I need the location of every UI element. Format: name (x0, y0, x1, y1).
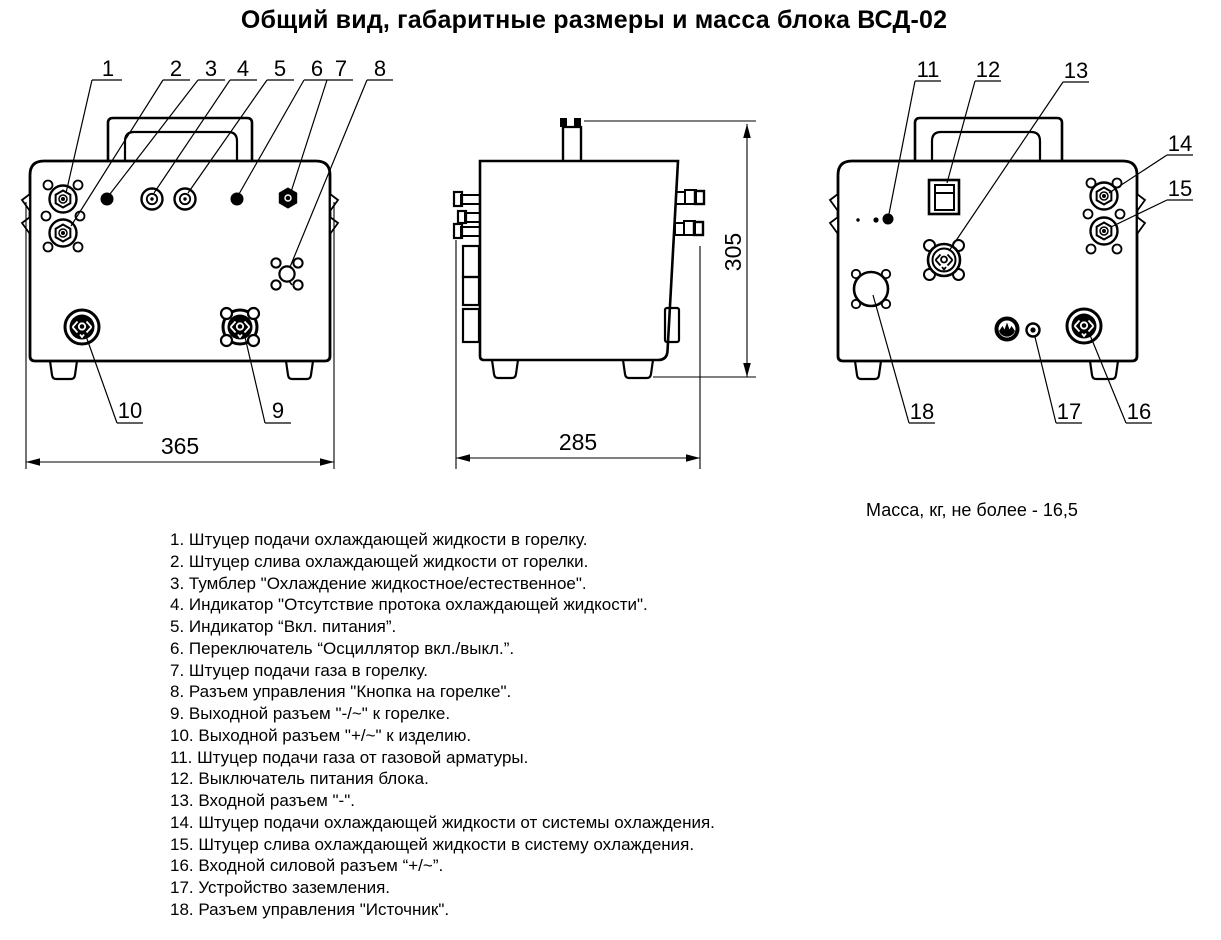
rear-foot-left (855, 361, 881, 379)
side-left-blocks (463, 246, 479, 342)
legend-item-16: 16. Входной силовой разъем “+/~”. (170, 856, 444, 876)
callout-10: 10 (117, 398, 143, 423)
dim-285-label: 285 (558, 429, 598, 455)
legend-item-2: 2. Штуцер слива охлаждающей жидкости от горелки. (170, 551, 589, 571)
callout-9: 9 (271, 398, 285, 423)
callout-4: 4 (236, 56, 250, 81)
mass-note: Масса, кг, не более - 16,5 (866, 500, 1078, 520)
side-view (454, 118, 704, 378)
side-foot-left (492, 360, 518, 378)
legend-item-10: 10. Выходной разъем "+/~" к изделию. (170, 725, 472, 745)
dim-305-label: 305 (720, 232, 746, 272)
callout-11: 11 (916, 57, 940, 82)
flow-indicator-4 (142, 189, 163, 210)
power-input-connector-16 (1067, 309, 1101, 343)
side-right-fittings (675, 190, 704, 235)
front-view (22, 118, 338, 379)
coolant-drain-fitting-15 (1091, 218, 1118, 245)
legend-item-15: 15. Штуцер слива охлаждающей жидкости в систему охлаждения. (170, 834, 695, 854)
callout-14: 14 (1167, 131, 1193, 156)
power-indicator-5 (175, 189, 196, 210)
legend-item-14: 14. Штуцер подачи охлаждающей жидкости от системы охлаждения. (170, 812, 715, 832)
oscillator-switch-6 (231, 193, 244, 206)
side-left-fittings (454, 192, 480, 238)
legend-item-13: 13. Входной разъем "-". (170, 791, 355, 810)
side-body (480, 161, 678, 360)
callout-5: 5 (273, 56, 287, 81)
side-handle (560, 118, 582, 161)
legend-item-7: 7. Штуцер подачи газа в горелку. (170, 660, 429, 680)
legend-item-12: 12. Выключатель питания блока. (170, 769, 429, 789)
coolant-supply-fitting-1 (50, 186, 77, 213)
legend-item-6: 6. Переключатель “Осциллятор вкл./выкл.”. (170, 638, 515, 658)
legend-item-18: 18. Разъем управления "Источник". (170, 899, 450, 919)
front-foot-right (286, 361, 313, 379)
legend-item-3: 3. Тумблер "Охлаждение жидкостное/естественное". (170, 573, 587, 593)
gas-fitting-7 (279, 188, 296, 208)
output-connector-9 (221, 308, 259, 346)
input-connector-13 (924, 240, 964, 280)
callout-6: 6 (310, 56, 324, 81)
callout-1: 1 (101, 56, 115, 81)
legend-item-17: 17. Устройство заземления. (170, 878, 391, 897)
callout-16: 16 (1126, 399, 1152, 424)
output-connector-10 (65, 310, 99, 344)
rear-handle-inner (932, 132, 1040, 161)
coolant-supply-fitting-14 (1091, 183, 1118, 210)
callout-15: 15 (1167, 176, 1193, 201)
callout-2: 2 (169, 56, 183, 81)
legend-item-1: 1. Штуцер подачи охлаждающей жидкости в горелку. (170, 530, 588, 549)
legend-item-4: 4. Индикатор "Отсутствие протока охлаждающей жидкости". (170, 595, 648, 615)
callout-12: 12 (975, 57, 1001, 82)
callout-8: 8 (373, 56, 387, 81)
callout-7: 7 (334, 56, 348, 81)
dim-365-label: 365 (160, 433, 200, 459)
legend-item-9: 9. Выходной разъем "-/~" к горелке. (170, 704, 451, 723)
side-foot-right (623, 360, 653, 378)
toggle-switch-3 (101, 193, 114, 206)
legend-item-5: 5. Индикатор “Вкл. питания”. (170, 617, 397, 636)
page-title: Общий вид, габаритные размеры и масса блока ВСД-02 (240, 6, 948, 34)
rear-view (830, 118, 1145, 379)
legend-item-8: 8. Разъем управления "Кнопка на горелке". (170, 682, 512, 702)
callout-18: 18 (909, 399, 935, 424)
callout-3: 3 (204, 56, 218, 81)
legend-item-11: 11. Штуцер подачи газа от газовой арматуры. (170, 747, 529, 767)
callout-13: 13 (1063, 58, 1089, 83)
callout-17: 17 (1056, 399, 1082, 424)
legend (170, 529, 715, 921)
front-foot-left (50, 361, 77, 379)
